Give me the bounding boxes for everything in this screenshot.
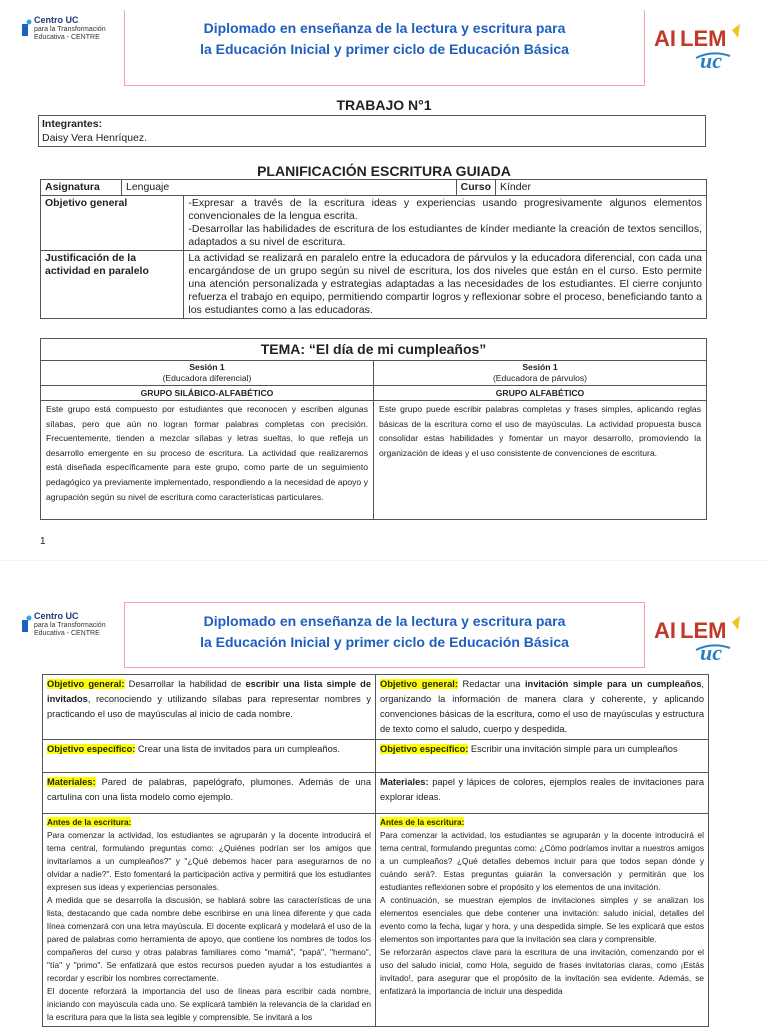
left-materiales [43,773,376,814]
planificacion-table [40,179,707,319]
left-materiales-text: Pared de palabras, papelógrafo, plumones. Además de una cartulina con una lista modelo como ejemplo. [47,777,371,802]
table-row [41,180,707,196]
grupo-right-text: Este grupo puede escribir palabras completas y frases simples, aplicando reglas básicas de la escritura como el uso de mayúsculas. La actividad propuesta busca consolidar estas habilidades y fomentar un mayor desarrollo, promoviendo la organización de ideas y el uso consistente de convenciones de escritura. [374,401,707,520]
centro-uc-mark-icon [20,18,32,38]
right-obj-general-text-c: , organizando la información de manera clara y coherente, y aplicando convenciones básicas de la escritura, como el uso de mayúsculas y estructura de texto como el saludo, cuerpo y despedida. [380,679,705,734]
right-antes-p2: A continuación, se muestran ejemplos de invitaciones simples y se analizan los elementos esenciales que debe contener una invitación: saludo inicial, detalles del evento como la fecha, lugar y hora, y una despedida simple. Se les explicará que estos elementos son importantes para que la invitación sea clara y comprensible. [380,895,704,944]
right-obj-general-text-a: Redactar una [457,679,525,689]
table-row [43,814,709,1027]
table-row [41,401,707,520]
page-separator [0,560,768,561]
brand-line2: Educativa - CENTRE [34,34,100,41]
header-title-box [124,10,645,86]
left-obj-general-text-c: , reconociendo y utilizando sílabas para representar nombres y practicando el uso de mayúsculas al inicio de cada nombre. [47,694,371,719]
right-antes-p3: Se reforzarán aspectos clave para la escritura de una invitación, comenzando por el uso del saludo inicial, como Hola, seguido de frases invitatorias claras, como ¡Estás invitado!, para asegurar que el propósito de la invitación sea evidente. Además, se enfatizará la importancia de incluir una despedida [380,947,704,996]
right-obj-general-label: Objetivo general: [380,679,458,689]
curso-value: Kínder [496,180,707,196]
integrantes-box [38,115,706,147]
table-row [41,339,707,361]
left-objetivo-general [43,675,376,740]
brand-line2: Educativa - CENTRE [34,630,100,637]
right-objetivo-general [376,675,709,740]
asignatura-label: Asignatura [41,180,122,196]
brand-line1: para la Transformación [34,622,106,629]
svg-text:AI: AI [654,618,676,643]
right-obj-especifico-text: Escribir una invitación simple para un cumpleaños [468,744,678,754]
integrantes-label: Integrantes: [42,118,103,130]
grupo-right: GRUPO ALFABÉTICO [374,386,707,401]
left-objetivo-especifico [43,740,376,773]
curso-label: Curso [456,180,495,196]
brand-name: Centro UC [34,15,79,25]
brand-line1: para la Transformación [34,26,106,33]
actividad-table [42,674,709,1027]
table-row [41,386,707,401]
table-row [43,675,709,740]
ailem-logo [652,614,748,666]
svg-text:LEM: LEM [680,26,727,51]
session-left-title: Sesión 1 [189,362,225,372]
header-title-line1: Diplomado en enseñanza de la lectura y escritura para [203,613,566,629]
centro-uc-logo [20,16,120,46]
header-title-line2: la Educación Inicial y primer ciclo de Educación Básica [200,41,569,57]
svg-text:uc: uc [700,48,722,73]
session-left-header [41,361,374,386]
session-left-educadora: (Educadora diferencial) [162,373,252,383]
grupo-left-text: Este grupo está compuesto por estudiantes que reconocen y escriben algunas sílabas, pero que aún no logran formar palabras completas con precisión. Frecuentemente, tienden a mezclar sílabas y letras sueltas, lo que refleja un desarrollo emergente en su proceso de escritura. La actividad que realizaremos está diseñada específicamente para este grupo, como parte de un seguimiento pedagógico ya previamente implementado, respondiendo a la necesidad de apoyo y agrupación según su nivel de escritura como características particulares. [41,401,374,520]
page-number: 1 [40,536,46,547]
page1-header [0,0,768,90]
table-row [43,740,709,773]
left-obj-general-text-a: Desarrollar la habilidad de [124,679,246,689]
right-antes-p1: Para comenzar la actividad, los estudiantes se agruparán y la docente introducirá el tema central, formulando preguntas como: ¿Cómo podríamos invitar a nuestros amigos a un cumpleaños? ¿Qué detalles debemos incluir para que todos sepan dónde y cuándo será?. Estas preguntas guiarán la conversación y permitirán que los estudiantes reflexionen sobre el propósito y los elementos de una invitación. [380,830,704,892]
header-title-line2: la Educación Inicial y primer ciclo de Educación Básica [200,634,569,650]
objetivo-value [184,196,707,251]
left-obj-especifico-label: Objetivo específico: [47,744,136,754]
tema-title: TEMA: “El día de mi cumpleaños” [41,339,707,361]
right-objetivo-especifico [376,740,709,773]
objetivo-label: Objetivo general [41,196,184,251]
header-title-box [124,602,645,668]
justificacion-value: La actividad se realizará en paralelo entre la educadora de párvulos y la educadora diferencial, con cada una encargándose de un grupo según su nivel de escritura, los dos niveles que están en el curso. Esto permite una atención personalizada y estrategias adaptadas a las necesidades de los estudiantes. El cierre conjunto refuerza el trabajo en equipo, permitiendo compartir logros y reflexionar sobre el proceso, beneficiando tanto a los estudiantes como a las educadoras. [184,251,707,319]
table-row [41,196,707,251]
page2-header [0,592,768,672]
right-antes-label: Antes de la escritura: [380,817,465,827]
session-right-header [374,361,707,386]
svg-text:AI: AI [654,26,676,51]
right-antes-escritura [376,814,709,1027]
objetivo-p2: -Desarrollar las habilidades de escritura de los estudiantes de kínder mediante la creación de textos sencillos, adaptados a su nivel de escritura. [188,223,702,248]
left-antes-p1: Para comenzar la actividad, los estudiantes se agruparán y la docente introducirá el tema central, formulando preguntas como: ¿Quiénes podrían ser los amigos que invitaríamos a un cumpleaños?" y "¿Qué debemos hacer para asegurarnos de no olvidar a nadie?". Esto fomentará la participación activa y permitirá que los estudiantes expresen sus ideas y experiencias personales. [47,830,371,892]
left-antes-label: Antes de la escritura: [47,817,132,827]
left-obj-general-text-b: escribir una lista simple de invitados [47,679,371,704]
right-materiales-label: Materiales: [380,777,429,787]
brand-name: Centro UC [34,611,79,621]
table-row [43,773,709,814]
centro-uc-mark-icon [20,614,32,634]
left-antes-p3: El docente reforzará la importancia del uso de líneas para escribir cada nombre, iniciando con mayúscula cada uno. Se explicará también la relevancia de la claridad en la escritura para que la lista sea legible y comprensible. Se invitará a los [47,986,371,1022]
left-antes-escritura [43,814,376,1027]
trabajo-title: TRABAJO N°1 [336,97,432,113]
svg-text:uc: uc [700,640,722,665]
left-obj-general-label: Objetivo general: [47,679,125,689]
right-materiales [376,773,709,814]
planificacion-title: PLANIFICACIÓN ESCRITURA GUIADA [257,163,511,179]
left-antes-p2: A medida que se desarrolla la discusión, se hablará sobre las características de una lista, destacando que cada nombre debe escribirse en una línea diferente y que cada línea comenzará con una letra mayúscula. El docente explicará y modelará el uso de la pared de palabras como herramienta de apoyo, que contiene los nombres de todos los compañeros del curso y otras palabras familiares como "mamá", "papá", "hermano", "tía" y "primo". Se enfatizará que estos recursos pueden ayudar a los estudiantes a recordar y escribir los nombres correctamente. [47,895,371,983]
table-row [41,251,707,319]
right-materiales-text: papel y lápices de colores, ejemplos reales de invitaciones para explorar ideas. [380,777,704,802]
svg-text:LEM: LEM [680,618,727,643]
session-right-title: Sesión 1 [522,362,558,372]
integrantes-value: Daisy Vera Henríquez. [42,132,148,144]
grupo-left: GRUPO SILÁBICO-ALFABÉTICO [41,386,374,401]
right-obj-general-text-b: invitación simple para un cumpleaños [524,679,702,689]
justificacion-label: Justificación de la actividad en paralelo [41,251,184,319]
tema-table [40,338,707,520]
asignatura-value: Lenguaje [122,180,457,196]
left-materiales-label: Materiales: [47,777,96,787]
right-obj-especifico-label: Objetivo específico: [380,744,469,754]
objetivo-p1: -Expresar a través de la escritura ideas y experiencias usando progresivamente algunos elementos convencionales de la lengua escrita. [188,197,702,222]
ailem-logo [652,22,748,74]
left-obj-especifico-text: Crear una lista de invitados para un cumpleaños. [135,744,340,754]
centro-uc-logo [20,612,120,642]
header-title-line1: Diplomado en enseñanza de la lectura y escritura para [203,20,566,36]
session-right-educadora: (Educadora de párvulos) [492,373,588,383]
table-row [41,361,707,386]
